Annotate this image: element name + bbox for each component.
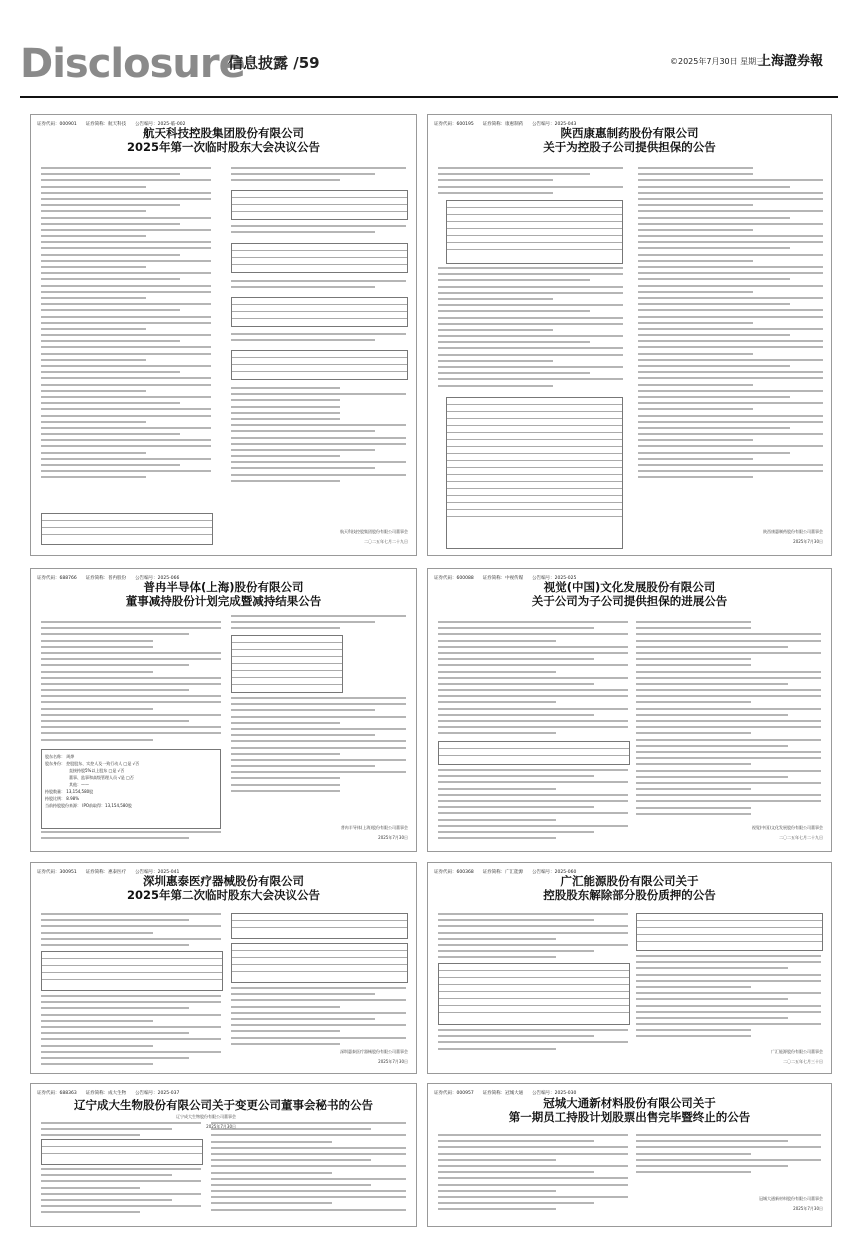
meeting-table bbox=[41, 951, 223, 991]
secretary-table bbox=[41, 1139, 203, 1165]
vote-table bbox=[41, 513, 213, 545]
announcement-panel-7 bbox=[30, 1083, 417, 1227]
code-line: 证券代码：600195 证券简称：康惠制药 公告编号：2025-043 bbox=[434, 122, 577, 127]
signature-date: 二〇二五年七月三十日 bbox=[783, 1059, 823, 1064]
code-line: 证券代码：000901 证券简称：航天科技 公告编号：2025-临-002 bbox=[37, 122, 186, 127]
reduction-table bbox=[231, 635, 343, 693]
pledge-table bbox=[438, 963, 630, 1025]
announcement-panel-8 bbox=[427, 1083, 832, 1227]
announcement-title: 深圳惠泰医疗器械股份有限公司 bbox=[143, 874, 304, 888]
guarantee-table bbox=[438, 741, 630, 765]
date-line: ©2025年7月30日 星期三 bbox=[670, 57, 765, 66]
announcement-title-2: 第一期员工持股计划股票出售完毕暨终止的公告 bbox=[508, 1110, 751, 1124]
code-line: 证券代码：300951 证券简称：惠泰医疗 公告编号：2025-041 bbox=[37, 870, 180, 875]
code-line: 证券代码：688766 证券简称：普冉股份 公告编号：2025-066 bbox=[37, 576, 180, 581]
guarantee-table bbox=[446, 200, 623, 264]
announcement-panel-4 bbox=[427, 568, 832, 852]
signature-date: 2025年7月30日 bbox=[378, 1059, 408, 1064]
signature-date: 2025年7月30日 bbox=[206, 1124, 236, 1129]
announcement-title-2: 董事减持股份计划完成暨减持结果公告 bbox=[125, 594, 322, 608]
vote-table bbox=[231, 297, 408, 327]
vote-table bbox=[231, 243, 408, 273]
code-line: 证券代码：600368 证券简称：广汇能源 公告编号：2025-060 bbox=[434, 870, 577, 875]
signature: 普冉半导体(上海)股份有限公司董事会 bbox=[340, 825, 408, 830]
announcement-panel-6 bbox=[427, 862, 832, 1074]
signature-date: 2025年7月30日 bbox=[378, 835, 408, 840]
announcement-title: 陕西康惠制药股份有限公司 bbox=[560, 126, 699, 140]
announcement-panel-5 bbox=[30, 862, 417, 1074]
announcement-title: 普冉半导体(上海)股份有限公司 bbox=[143, 580, 304, 594]
vote-table bbox=[231, 350, 408, 380]
signature-date: 2025年7月30日 bbox=[793, 1206, 823, 1211]
signature-date: 2025年7月30日 bbox=[793, 539, 823, 544]
signature: 辽宁成大生物股份有限公司董事会 bbox=[176, 1114, 236, 1119]
signature-date: 二〇二五年七月二十九日 bbox=[779, 835, 823, 840]
announcement-title: 视觉(中国)文化发展股份有限公司 bbox=[543, 580, 716, 594]
code-line: 证券代码：000957 证券简称：冠城大通 公告编号：2025-030 bbox=[434, 1091, 577, 1096]
company-info-table bbox=[446, 397, 623, 549]
announcement-title-2: 2025年第一次临时股东大会决议公告 bbox=[126, 140, 320, 154]
announcement-title-2: 关于公司为子公司提供担保的进展公告 bbox=[531, 594, 728, 608]
announcement-title: 辽宁成大生物股份有限公司关于变更公司董事会秘书的公告 bbox=[74, 1098, 373, 1112]
signature: 视觉(中国)文化发展股份有限公司董事会 bbox=[751, 825, 823, 830]
signature: 冠城大通新材料股份有限公司董事会 bbox=[759, 1196, 823, 1201]
body-text-left bbox=[41, 167, 211, 483]
announcement-title-2: 控股股东解除部分股份质押的公告 bbox=[543, 888, 716, 902]
masthead bbox=[20, 38, 838, 94]
shareholding-table bbox=[636, 913, 823, 951]
announcement-panel-1 bbox=[30, 114, 417, 556]
vote-table bbox=[231, 190, 408, 220]
announcement-panel-3 bbox=[30, 568, 417, 852]
signature: 深圳惠泰医疗器械股份有限公司董事会 bbox=[340, 1049, 408, 1054]
announcement-title-2: 关于为控股子公司提供担保的公告 bbox=[543, 140, 716, 154]
signature: 航天科技控股集团股份有限公司董事会 bbox=[340, 529, 408, 534]
signature-date: 二〇二五年七月二十九日 bbox=[364, 539, 408, 544]
section-title: 信息披露 /59 bbox=[228, 54, 320, 72]
announcement-panel-2 bbox=[427, 114, 832, 556]
disclosure-logo: Disclosure bbox=[20, 41, 245, 87]
announcement-title-2: 2025年第二次临时股东大会决议公告 bbox=[126, 888, 320, 902]
announcement-title: 广汇能源股份有限公司关于 bbox=[560, 874, 699, 888]
vote-table bbox=[231, 913, 408, 939]
signature: 陕西康惠制药股份有限公司董事会 bbox=[763, 529, 823, 534]
announcement-title: 冠城大通新材料股份有限公司关于 bbox=[543, 1096, 716, 1110]
signature: 广汇能源股份有限公司董事会 bbox=[771, 1049, 823, 1054]
brand-name: 上海證券報 bbox=[758, 54, 824, 69]
body-text-right bbox=[231, 167, 406, 186]
code-line: 证券代码：600088 证券简称：中视传媒 公告编号：2025-025 bbox=[434, 576, 577, 581]
shareholder-box: 股东名称： 周烨 股东身份： 控股股东、实控人及一致行动人 □是 √否 直接持股5%以上股东 □是 √否 董事、监事和高级管理人员 √是 □否 其他：—— 持股数量： 13,154,580股 持股比例： 8.98% 当前持股股份来源： IPO前取得：13,154,580股 bbox=[41, 749, 221, 829]
announcement-title: 航天科技控股集团股份有限公司 bbox=[143, 126, 304, 140]
vote-table bbox=[231, 943, 408, 983]
masthead-rule bbox=[20, 96, 838, 98]
code-line: 证券代码：688363 证券简称：成大生物 公告编号：2025-037 bbox=[37, 1091, 180, 1096]
